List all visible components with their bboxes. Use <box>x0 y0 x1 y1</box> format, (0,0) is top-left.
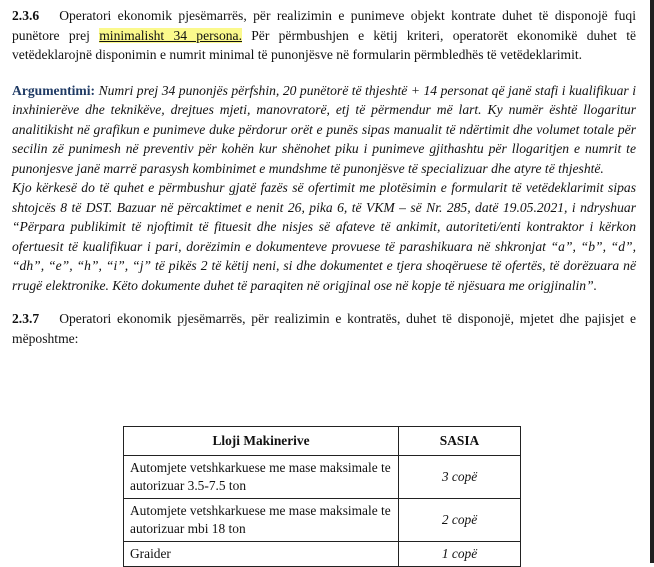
table-header-row <box>124 427 521 456</box>
cell-quantity: 1 copë <box>399 542 521 567</box>
section-number-2: 2.3.7 <box>12 311 40 326</box>
cell-machinery-type: Automjete vetshkarkuese me mase maksimale te autorizuar 3.5-7.5 ton <box>124 456 399 499</box>
table-row <box>124 499 521 542</box>
machinery-table <box>123 426 521 567</box>
header-machinery-type: Lloji Makinerive <box>124 427 399 456</box>
section-number: 2.3.6 <box>12 8 40 23</box>
section-text-2: Operatori ekonomik pjesëmarrës, për realizimin e kontratës, duhet të disponojë, mjetet dhe pajisjet e mëposhtme: <box>12 311 636 346</box>
table-row <box>124 456 521 499</box>
window-edge <box>650 0 654 563</box>
highlighted-text: minimalisht 34 persona. <box>99 27 242 43</box>
cell-machinery-type: Graider <box>124 542 399 567</box>
section-text-after: Për përmbushjen e këtij kriteri, operatorët ekonomikë duhet të vetëdeklarojnë disponimin e numrit minimal të punonjësve në formularin përmbledhës të vetëdeklarimit. <box>12 27 636 62</box>
document-page <box>12 6 636 348</box>
section-2-3-6 <box>12 6 636 65</box>
argument-paragraph-2 <box>12 178 636 295</box>
argument-label: Argumentimi: <box>12 82 96 98</box>
argument-paragraph <box>12 81 636 179</box>
argument-text-1: Numri prej 34 punonjës përfshin, 20 punëtorë të thjeshtë + 14 personat që janë stafi i kualifikuar i inxhinierëve dhe teknikëve, drejtues mjeti, manovratorë, etj të përmendur më lart. Ky numër është llogaritur analitikisht në grafikun e punimeve duke përdorur orët e punës sipas manualit të ndërtimit dhe volumet totale për secilin zë punimesh në preventiv për kohën kur shënohet piku i punimeve gjithashtu për llogaritjen e numrit te punonjesve janë marrë parasysh kombinimet e mundshme të punonjësve të specializuar dhe atyre të thjeshtë. <box>12 82 636 176</box>
cell-machinery-type: Automjete vetshkarkuese me mase maksimale te autorizuar mbi 18 ton <box>124 499 399 542</box>
section-2-3-7 <box>12 309 636 348</box>
section-text-before: Operatori ekonomik pjesëmarrës, për realizimin e punimeve objekt kontrate duhet të disponojë fuqi punëtore prej <box>12 8 636 43</box>
cell-quantity: 3 copë <box>399 456 521 499</box>
header-quantity: SASIA <box>399 427 521 456</box>
argument-text-2: Kjo kërkesë do të quhet e përmbushur gjatë fazës së ofertimit me plotësimin e formularit të vetëdeklarimit sipas shtojcës 8 të DST. Bazuar në përcaktimet e nenit 26, pika 6, të VKM – së Nr. 285, datë 19.05.2021, i ndryshuar “Përpara publikimit të njoftimit të fituesit dhe nisjes së afateve të ankimit, autoriteti/enti kontraktor i kërkon ofertuesit të kualifikuar i pari, dorëzimin e dokumenteve provuese të parashikuara në shkronjat “a”, “b”, “d”, “dh”, “e”, “h”, “i”, “j” të pikës 2 të këtij neni, si dhe dokumentet e tjera shoqëruese të ofertës, të dorëzuara në rrugë elektronike. Këto dokumente duhet të paraqiten në origjinal ose në kopje të njësuara me origjinalin”. <box>12 180 636 293</box>
cell-quantity: 2 copë <box>399 499 521 542</box>
